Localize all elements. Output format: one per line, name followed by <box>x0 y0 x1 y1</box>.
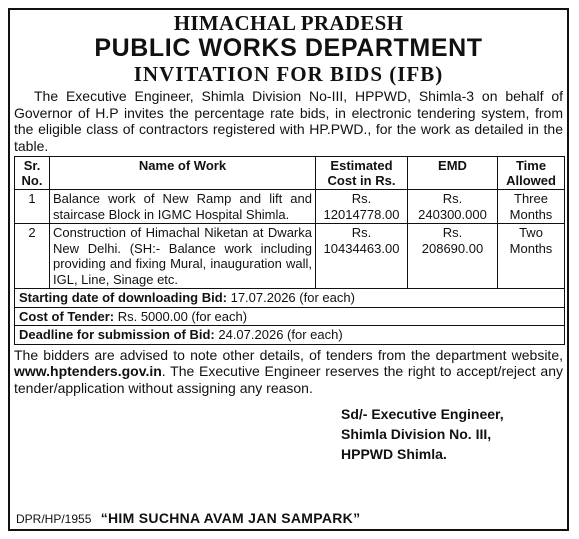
release-code: DPR/HP/1955 <box>16 512 92 526</box>
row-work: Construction of Himachal Niketan at Dwarka New Delhi. (SH:- Balance work including providing and fixing Mural, inauguration wall, IGL, Line, Sinage etc. <box>50 224 316 289</box>
table-row <box>15 224 565 289</box>
slogan: “HIM SUCHNA AVAM JAN SAMPARK” <box>100 510 361 526</box>
row-sr: 1 <box>15 190 50 224</box>
col-sr-no: Sr. No. <box>15 157 50 190</box>
signature-line-3: HPPWD Shimla. <box>341 446 447 462</box>
table-row <box>15 190 565 224</box>
start-date-value: 17.07.2026 (for each) <box>226 290 355 305</box>
department-heading: PUBLIC WORKS DEPARTMENT <box>94 34 483 62</box>
outro-paragraph <box>14 347 563 397</box>
deadline-value: 24.07.2026 (for each) <box>214 327 343 342</box>
signature-line-1: Sd/- Executive Engineer, <box>341 406 504 422</box>
row-work: Balance work of New Ramp and lift and staircase Block in IGMC Hospital Shimla. <box>50 190 316 224</box>
row-cost: Rs. 10434463.00 <box>316 224 408 289</box>
footer <box>16 510 360 526</box>
row-cost: Rs. 12014778.00 <box>316 190 408 224</box>
row-sr: 2 <box>15 224 50 289</box>
table-header-row <box>15 157 565 190</box>
works-table <box>14 156 565 345</box>
info-row-start-date <box>15 289 565 308</box>
outro-text-before: The bidders are advised to note other details, of tenders from the department website, <box>14 346 563 363</box>
website-link[interactable]: www.hptenders.gov.in <box>14 363 162 379</box>
row-emd: Rs. 208690.00 <box>408 224 498 289</box>
outro-text-after: . The Executive Engineer reserves the right to accept/reject any tender/application without assigning any reason. <box>14 363 563 396</box>
state-heading: HIMACHAL PRADESH <box>173 11 404 35</box>
signature-block <box>341 404 567 464</box>
col-time-allowed: Time Allowed <box>498 157 565 190</box>
row-time: Two Months <box>498 224 565 289</box>
start-date-label: Starting date of downloading Bid: <box>19 290 227 305</box>
row-time: Three Months <box>498 190 565 224</box>
deadline-label: Deadline for submission of Bid: <box>19 327 215 342</box>
signature-line-2: Shimla Division No. III, <box>341 426 492 442</box>
tender-cost-value: Rs. 5000.00 (for each) <box>114 308 248 324</box>
col-name-of-work: Name of Work <box>50 157 316 190</box>
tender-notice <box>8 8 569 531</box>
intro-paragraph: The Executive Engineer, Shimla Division No-III, HPPWD, Shimla-3 on behalf of Governor of H.P invites the percentage rate bids, in electronic tendering system, from the eligible class of contractors registered with HP.PWD., for the work as detailed in the table. <box>14 88 563 154</box>
info-row-tender-cost <box>15 307 565 326</box>
col-estimated-cost: Estimated Cost in Rs. <box>316 157 408 190</box>
tender-cost-label: Cost of Tender: <box>19 308 115 324</box>
col-emd: EMD <box>408 157 498 190</box>
info-row-deadline <box>15 326 565 345</box>
notice-title: INVITATION FOR BIDS (IFB) <box>133 62 444 86</box>
row-emd: Rs. 240300.000 <box>408 190 498 224</box>
